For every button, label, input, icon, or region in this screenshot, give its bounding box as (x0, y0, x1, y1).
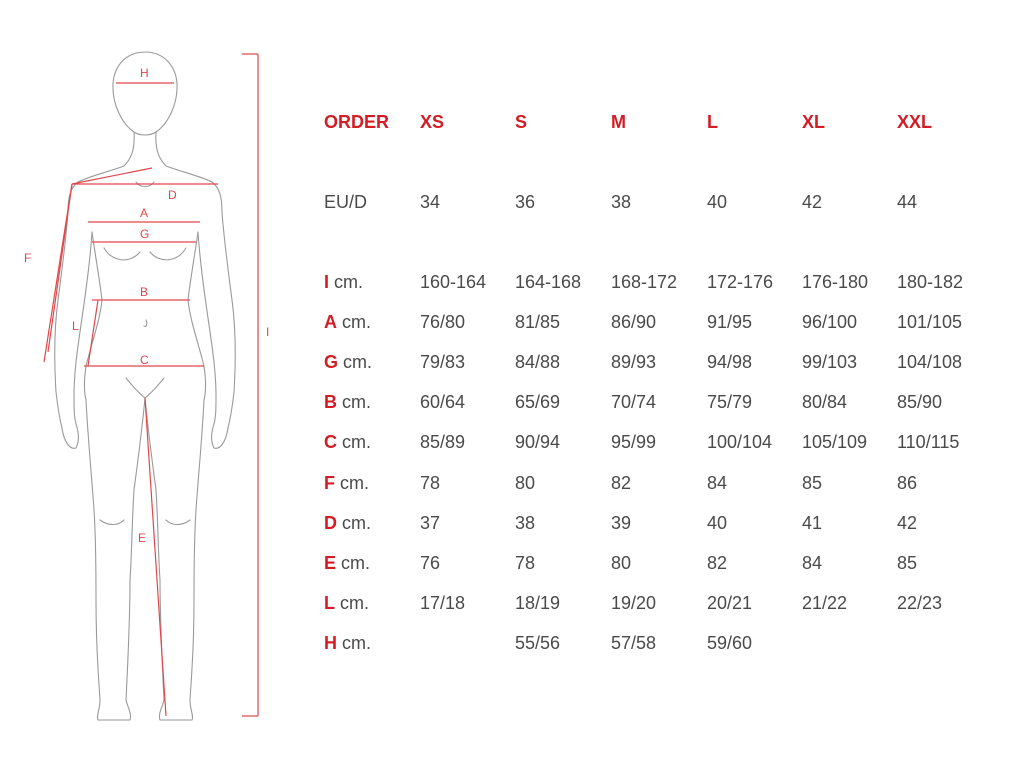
label-l: L (72, 319, 79, 333)
measure-code: C (324, 432, 337, 452)
measure-value: 84 (802, 553, 823, 573)
eu-size-value: 42 (802, 192, 823, 212)
measure-row-label (324, 552, 370, 574)
measure-value: 78 (420, 473, 441, 493)
measure-value: 95/99 (611, 432, 657, 452)
measure-value: 70/74 (611, 392, 657, 412)
measure-code: F (324, 473, 335, 493)
eu-size-value: 36 (515, 192, 536, 212)
measure-value: 85/89 (420, 432, 466, 452)
measure-code: B (324, 392, 337, 412)
measure-value: 84 (707, 473, 728, 493)
measure-value: 37 (420, 513, 441, 533)
measure-value: 81/85 (515, 312, 561, 332)
measure-value: 96/100 (802, 312, 858, 332)
eu-size-value: 38 (611, 192, 632, 212)
measure-value: 172-176 (707, 272, 774, 292)
measure-value: 82 (707, 553, 728, 573)
measure-value: 104/108 (897, 352, 963, 372)
label-e: E (138, 531, 147, 545)
measure-value: 80/84 (802, 392, 848, 412)
measure-value: 55/56 (515, 633, 561, 653)
measure-value: 100/104 (707, 432, 773, 452)
measure-code: G (324, 352, 339, 372)
size-header: M (611, 112, 626, 132)
measure-unit: cm. (342, 633, 372, 653)
measure-unit: cm. (334, 272, 364, 292)
measure-unit: cm. (342, 392, 372, 412)
label-a: A (140, 206, 149, 220)
measure-value: 41 (802, 513, 823, 533)
measure-value: 85 (897, 553, 918, 573)
eu-size-value: 34 (420, 192, 441, 212)
measure-value: 164-168 (515, 272, 582, 292)
measure-value: 19/20 (611, 593, 657, 613)
measure-value: 85 (802, 473, 823, 493)
measure-value: 39 (611, 513, 632, 533)
size-header: S (515, 112, 528, 132)
measure-value: 42 (897, 513, 918, 533)
measure-value: 86 (897, 473, 918, 493)
measure-value: 17/18 (420, 593, 466, 613)
measure-value: 89/93 (611, 352, 657, 372)
measure-value: 38 (515, 513, 536, 533)
measure-value: 99/103 (802, 352, 858, 372)
measure-value: 60/64 (420, 392, 466, 412)
measure-row-label (324, 391, 371, 413)
measure-value: 91/95 (707, 312, 753, 332)
measure-value: 86/90 (611, 312, 657, 332)
label-g: G (140, 227, 150, 241)
measure-row-label (324, 472, 369, 494)
measure-value: 90/94 (515, 432, 561, 452)
label-h: H (140, 66, 149, 80)
measure-row-label (324, 271, 363, 293)
label-f: F (24, 251, 32, 265)
measure-code: H (324, 633, 337, 653)
measure-unit: cm. (342, 513, 372, 533)
measure-value: 180-182 (897, 272, 964, 292)
measure-value: 80 (515, 473, 536, 493)
measure-row-label (324, 512, 371, 534)
measure-value: 22/23 (897, 593, 943, 613)
measure-value: 57/58 (611, 633, 657, 653)
order-header: ORDER (324, 112, 390, 132)
measure-value: 21/22 (802, 593, 848, 613)
measure-unit: cm. (340, 473, 370, 493)
measure-value: 85/90 (897, 392, 943, 412)
measure-value: 105/109 (802, 432, 868, 452)
measure-row-label (324, 311, 371, 333)
measure-unit: cm. (340, 593, 370, 613)
measure-value: 101/105 (897, 312, 963, 332)
measure-unit: cm. (342, 432, 372, 452)
measure-value: 110/115 (897, 432, 960, 452)
measure-value: 82 (611, 473, 632, 493)
measure-unit: cm. (343, 352, 373, 372)
eu-size-value: 44 (897, 192, 918, 212)
measure-value: 78 (515, 553, 536, 573)
measure-value: 65/69 (515, 392, 561, 412)
measure-value: 80 (611, 553, 632, 573)
measure-value: 176-180 (802, 272, 869, 292)
measure-value: 59/60 (707, 633, 753, 653)
measure-code: E (324, 553, 337, 573)
measure-code: L (324, 593, 335, 613)
measure-value: 18/19 (515, 593, 561, 613)
size-header: XL (802, 112, 826, 132)
measure-code: A (324, 312, 337, 332)
label-b: B (140, 285, 149, 299)
measure-row-label (324, 632, 371, 654)
eu-row-label: EU/D (324, 192, 368, 212)
measure-row-label (324, 431, 371, 453)
measure-row-label (324, 592, 369, 614)
measure-unit: cm. (342, 312, 372, 332)
measure-value: 76 (420, 553, 441, 573)
measure-value: 75/79 (707, 392, 753, 412)
measure-row-label (324, 351, 372, 373)
measure-unit: cm. (341, 553, 371, 573)
size-header: L (707, 112, 718, 132)
size-header: XXL (897, 112, 933, 132)
measure-value: 94/98 (707, 352, 753, 372)
measure-code: I (324, 272, 330, 292)
measure-value: 160-164 (420, 272, 487, 292)
measure-value: 84/88 (515, 352, 561, 372)
measure-value: 168-172 (611, 272, 678, 292)
measure-value: 79/83 (420, 352, 466, 372)
label-i: I (266, 325, 270, 339)
measure-value: 40 (707, 513, 728, 533)
measure-value: 20/21 (707, 593, 753, 613)
measure-code: D (324, 513, 337, 533)
label-c: C (140, 353, 149, 367)
label-d: D (168, 188, 177, 202)
eu-size-value: 40 (707, 192, 728, 212)
measure-value: 76/80 (420, 312, 466, 332)
size-header: XS (420, 112, 445, 132)
